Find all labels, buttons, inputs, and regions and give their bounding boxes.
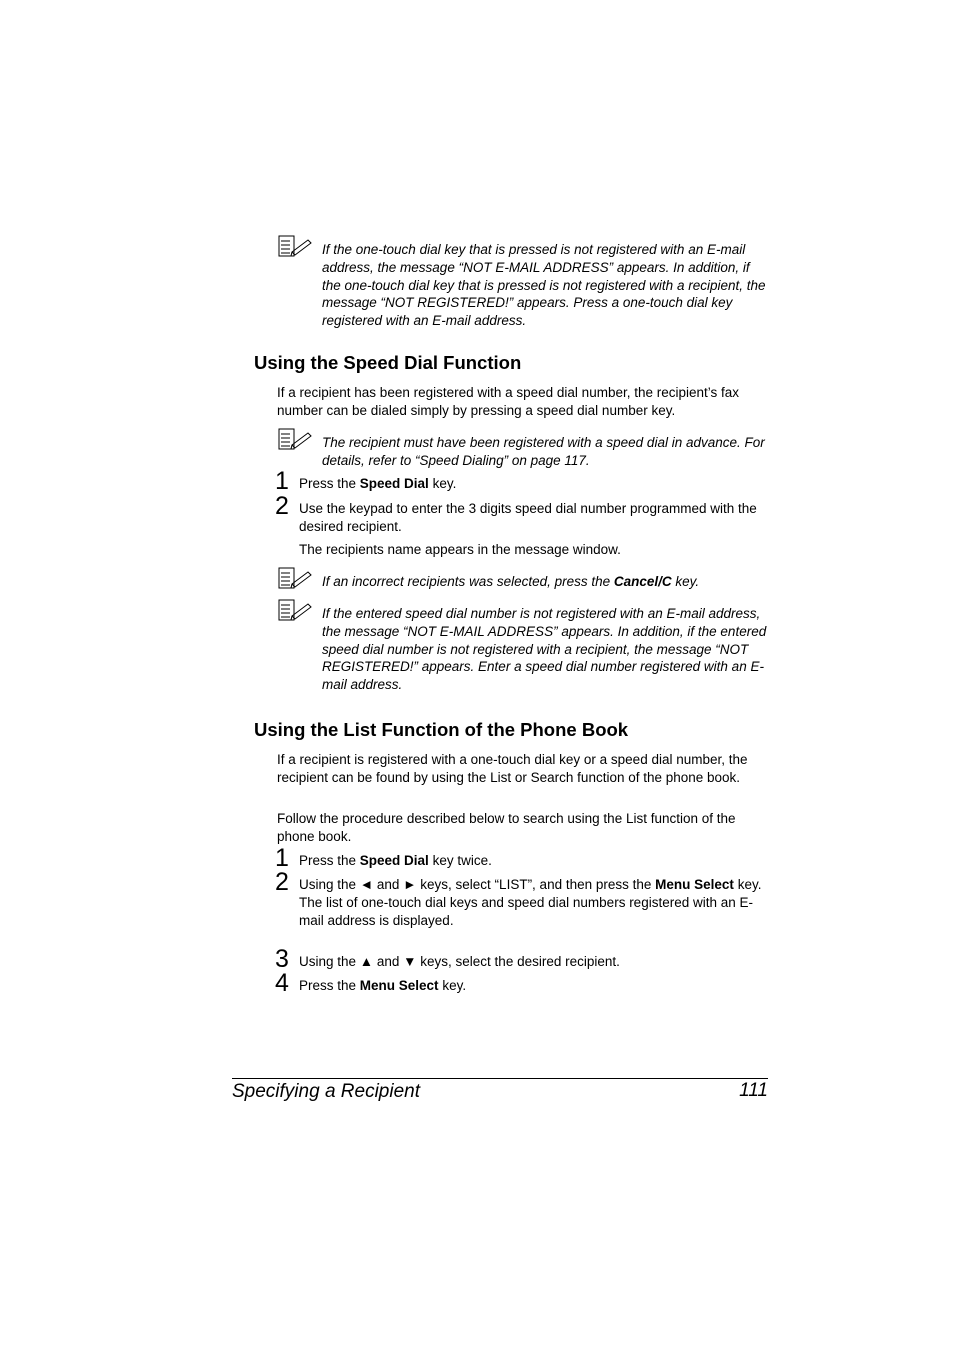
step-number: 4 [275, 969, 289, 997]
section-intro: If a recipient is registered with a one-touch dial key or a speed dial number, the recipient can be found by using the List or Search function of the phone book. [277, 752, 748, 785]
step-text: Using the ◄ and ► keys, select “LIST”, and then press the Menu Select key. The list of one-touch dial keys and speed dial numbers registered with an E-mail address is displayed. [299, 877, 762, 928]
section-heading: Using the List Function of the Phone Book [254, 719, 629, 740]
note-text: If the entered speed dial number is not registered with an E-mail address, the message “NOT E-MAIL ADDRESS” appears. In addition, if the entered speed dial number is not registered with a recipient, the message “NOT REGISTERED!” appears. Enter a speed dial number registered with an E-mail address. [322, 606, 767, 693]
section-intro: If a recipient has been registered with a speed dial number, the recipient’s fax number can be dialed simply by pressing a speed dial number key. [277, 385, 740, 418]
step-text: Using the ▲ and ▼ keys, select the desired recipient. [299, 954, 620, 969]
footer-title: Specifying a Recipient [232, 1081, 420, 1102]
step-text: Use the keypad to enter the 3 digits speed dial number programmed with the desired recipient. [299, 501, 757, 534]
step-item [275, 945, 769, 973]
footer-divider [232, 1078, 768, 1079]
page-number: 111 [739, 1080, 768, 1101]
step-text: Press the Menu Select key. [299, 978, 467, 993]
note-text: If the one-touch dial key that is pressed is not registered with an E-mail address, the message “NOT E-MAIL ADDRESS” appears. In addition, if the one-touch dial key that is pressed is not registered with a recipient, the message “NOT REGISTERED!” appears. Press a one-touch dial key registered with an E-mail address. [322, 242, 766, 329]
step-item [275, 844, 769, 872]
note-pencil-icon [278, 235, 314, 259]
step-item [275, 467, 769, 495]
note-pencil-icon [278, 428, 314, 452]
note-block [278, 434, 768, 470]
note-pencil-icon [278, 599, 314, 623]
step-item [275, 868, 769, 929]
note-pencil-icon [278, 567, 314, 591]
section-intro: Follow the procedure described below to search using the List function of the phone book. [277, 811, 736, 844]
step-item [275, 969, 769, 997]
step-text: Press the Speed Dial key twice. [299, 853, 492, 868]
step-item [275, 492, 769, 536]
step-text: Press the Speed Dial key. [299, 476, 457, 491]
step-number: 2 [275, 868, 289, 896]
step-number: 3 [275, 945, 289, 973]
section-heading: Using the Speed Dial Function [254, 352, 522, 373]
note-text: If an incorrect recipients was selected, press the Cancel/C key. [322, 574, 700, 589]
step-number: 1 [275, 467, 289, 495]
note-block [278, 241, 768, 330]
note-block [278, 605, 768, 694]
step-number: 2 [275, 492, 289, 520]
step-number: 1 [275, 844, 289, 872]
step-result: The recipients name appears in the message window. [299, 542, 621, 557]
note-block [278, 573, 768, 591]
note-text: The recipient must have been registered with a speed dial in advance. For details, refer to “Speed Dialing” on page 117. [322, 435, 765, 468]
